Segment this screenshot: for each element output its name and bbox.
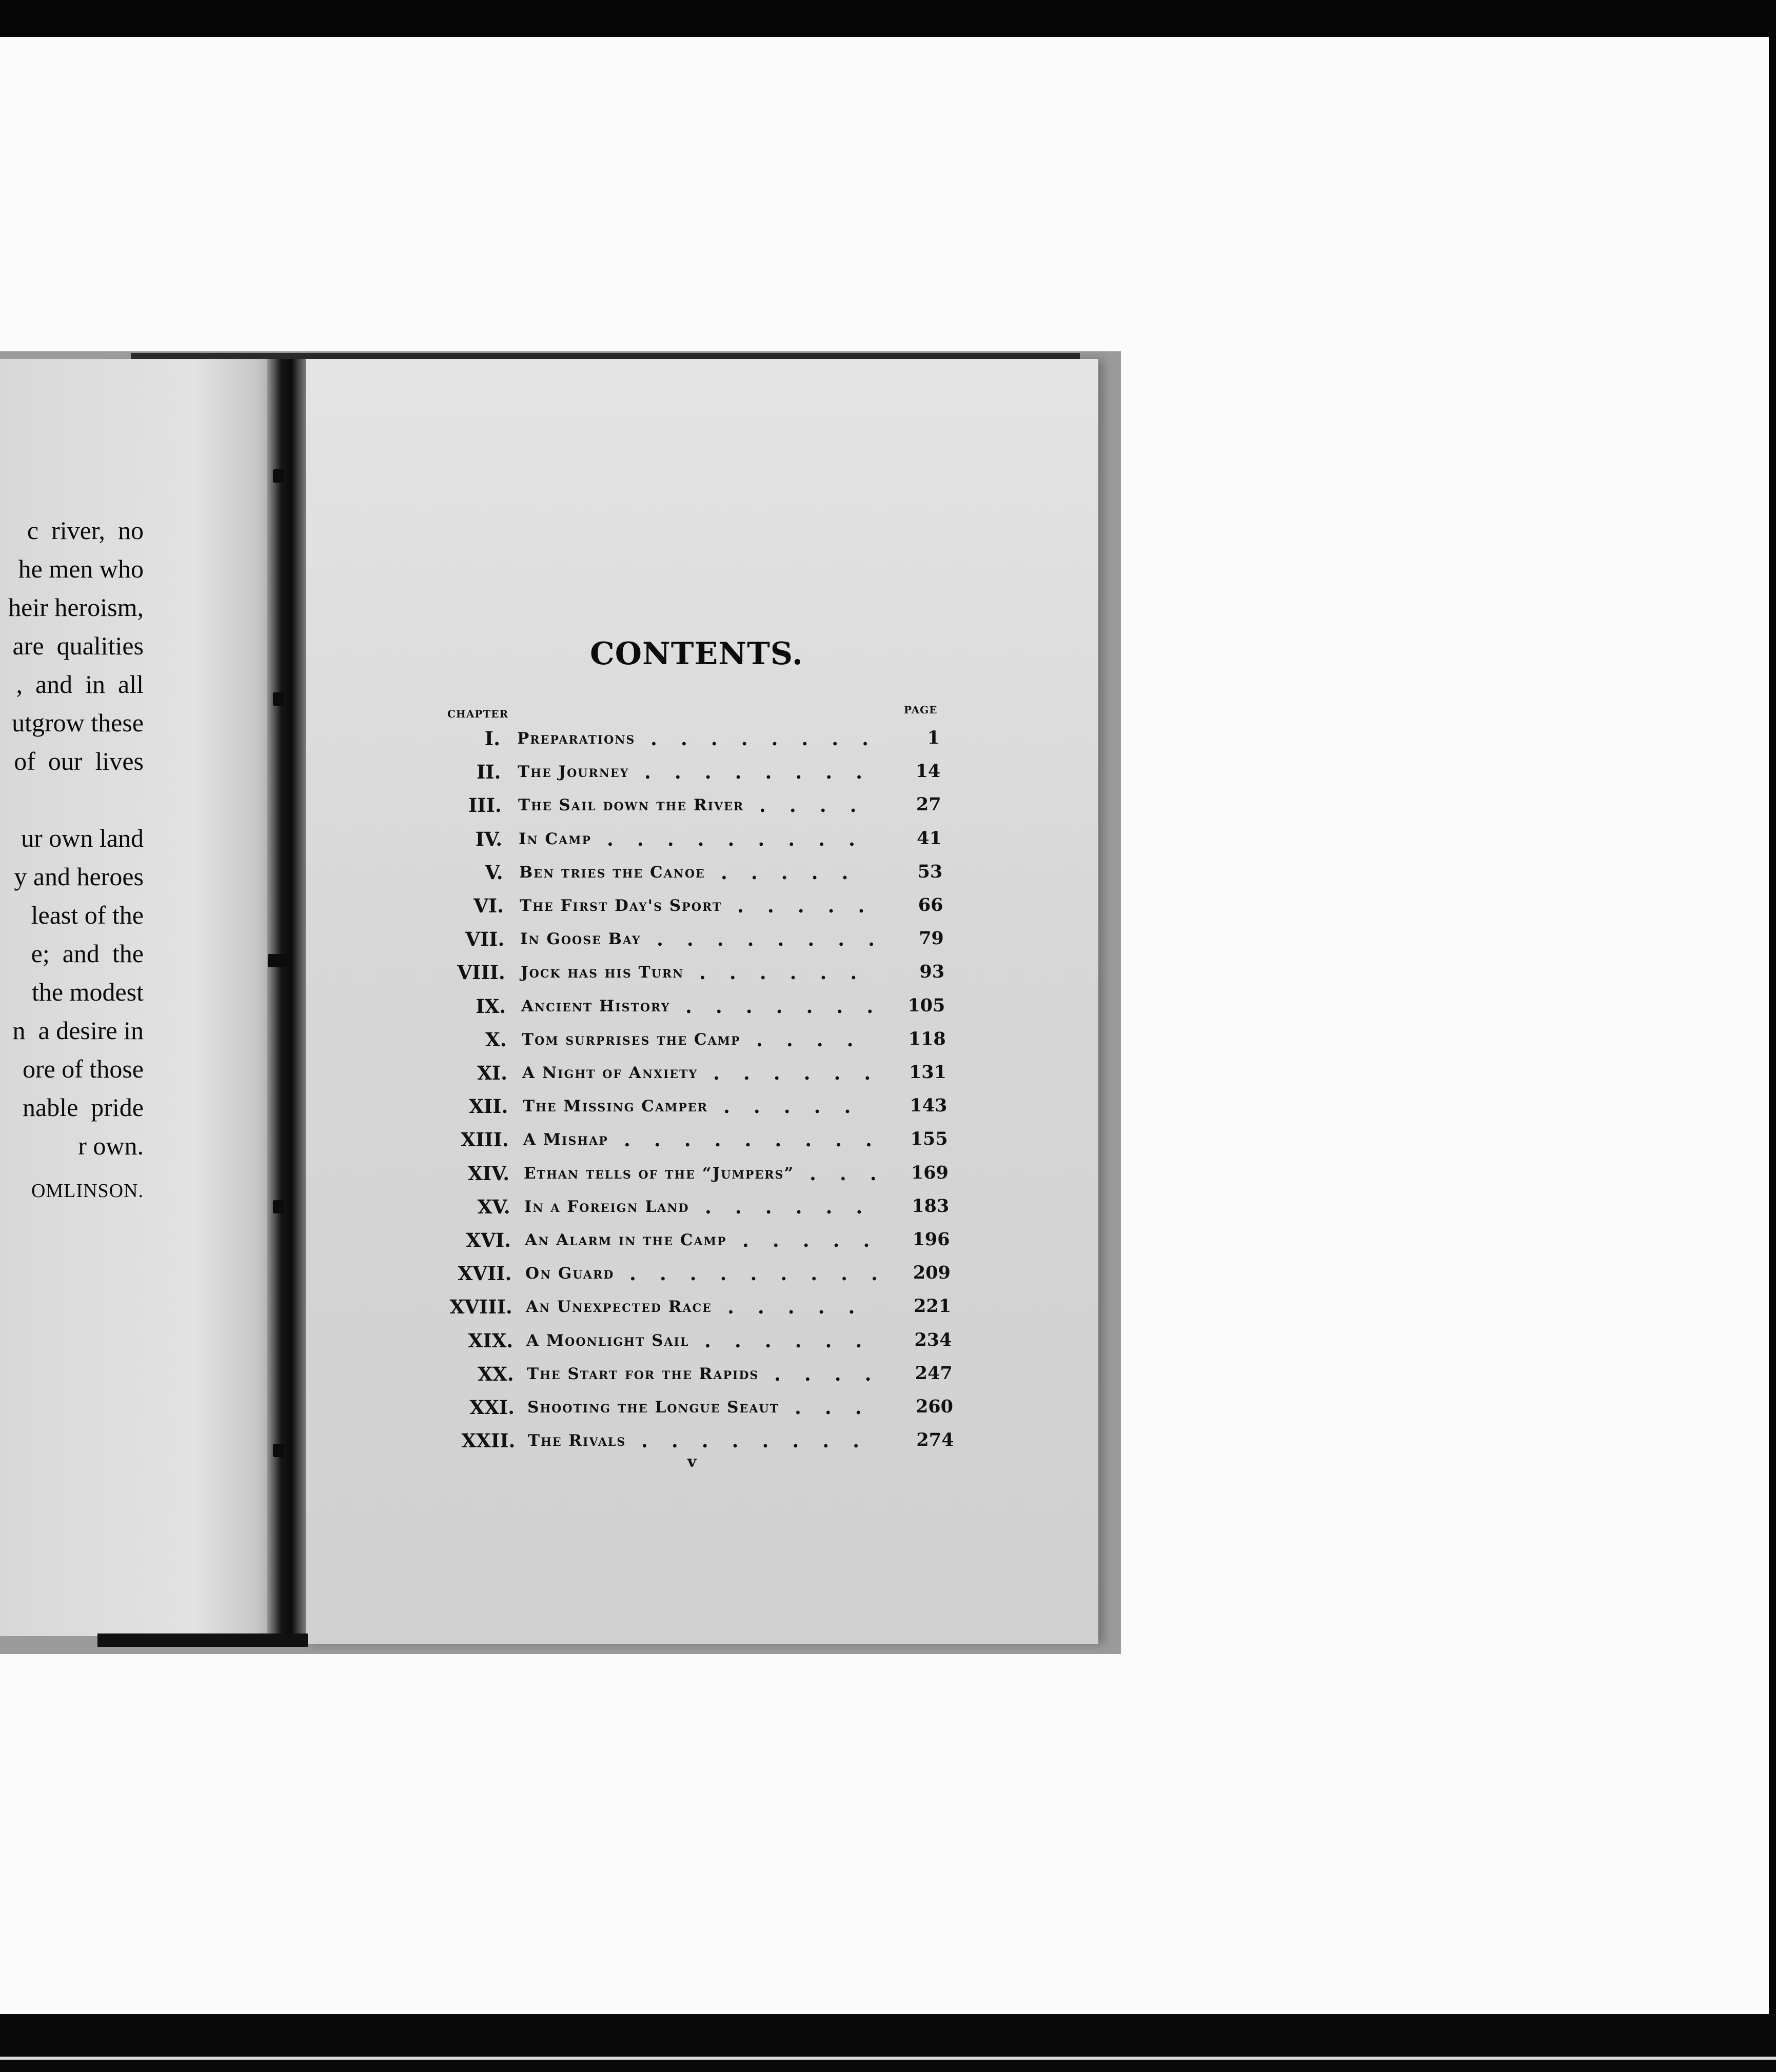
binding-stitch bbox=[273, 692, 284, 706]
chapter-number: XIX. bbox=[468, 1329, 514, 1352]
scan-edge bbox=[0, 2057, 1776, 2060]
chapter-column-heading: CHAPTER bbox=[447, 708, 509, 720]
chapter-title: On Guard bbox=[525, 1264, 615, 1283]
text-line: utgrow these bbox=[12, 708, 144, 737]
page-number: 183 bbox=[912, 1195, 950, 1217]
page-number: 53 bbox=[917, 861, 943, 882]
toc-entry bbox=[0, 928, 1776, 953]
author-signature: OMLINSON. bbox=[31, 1180, 144, 1202]
chapter-number: I. bbox=[484, 727, 500, 750]
page-number: 169 bbox=[911, 1162, 949, 1183]
text-line: r own. bbox=[78, 1131, 144, 1160]
page-number: 105 bbox=[907, 994, 945, 1016]
leader-dots: ...... bbox=[699, 961, 881, 984]
chapter-title: The Sail down the River bbox=[518, 796, 744, 815]
chapter-number: II. bbox=[476, 761, 501, 784]
page-column-heading: PAGE bbox=[904, 704, 938, 716]
text-line: the modest bbox=[25, 978, 144, 1006]
chapter-number: X. bbox=[485, 1028, 507, 1051]
leader-dots: ..... bbox=[723, 1095, 875, 1118]
chapter-number: XV. bbox=[477, 1195, 510, 1218]
leader-dots: ..... bbox=[737, 894, 889, 917]
chapter-title: A Night of Anxiety bbox=[522, 1064, 698, 1082]
toc-entry bbox=[0, 1396, 1776, 1422]
chapter-title: In Goose Bay bbox=[520, 930, 641, 949]
leader-dots: ... bbox=[810, 1162, 900, 1185]
toc-entry bbox=[0, 1095, 1776, 1121]
chapter-title: An Alarm in the Camp bbox=[525, 1231, 727, 1249]
page-number: 209 bbox=[913, 1262, 951, 1284]
page-number: 41 bbox=[917, 827, 942, 849]
chapter-title: Ben tries the Canoe bbox=[519, 863, 705, 882]
chapter-number: XII. bbox=[469, 1095, 508, 1118]
chapter-number: XXII. bbox=[461, 1429, 516, 1452]
text-line: heir heroism, bbox=[8, 593, 144, 622]
leader-dots: .... bbox=[759, 794, 880, 817]
toc-entry bbox=[0, 1329, 1776, 1355]
leader-dots: ........ bbox=[641, 1429, 883, 1452]
chapter-number: XVII. bbox=[458, 1262, 512, 1285]
chapter-number: VIII. bbox=[457, 961, 505, 984]
page-number: 131 bbox=[909, 1062, 946, 1083]
chapter-title: The Missing Camper bbox=[523, 1097, 708, 1116]
leader-dots: ..... bbox=[721, 861, 872, 884]
leader-dots: .... bbox=[756, 1028, 877, 1051]
text-line: least of the bbox=[25, 901, 144, 929]
chapter-number: III. bbox=[468, 794, 502, 817]
leader-dots: ... bbox=[795, 1396, 885, 1419]
page-number: 14 bbox=[915, 761, 941, 782]
toc-entry bbox=[0, 1229, 1776, 1254]
toc-entry bbox=[0, 828, 1776, 853]
page-number: 118 bbox=[908, 1028, 946, 1049]
scan-edge bbox=[1769, 37, 1776, 2014]
toc-entry bbox=[0, 1128, 1776, 1154]
chapter-number: XVIII. bbox=[449, 1296, 512, 1319]
chapter-title: Ethan tells of the “Jumpers” bbox=[524, 1164, 795, 1183]
chapter-number: XX. bbox=[478, 1362, 514, 1385]
toc-entry bbox=[0, 995, 1776, 1021]
toc-entry bbox=[0, 1262, 1776, 1288]
page-number: 79 bbox=[919, 928, 944, 949]
text-line: , and in all bbox=[16, 670, 144, 699]
page-folio: v bbox=[687, 1453, 697, 1471]
leader-dots: ......... bbox=[629, 1262, 901, 1285]
page-number: 221 bbox=[914, 1296, 952, 1317]
page-title: CONTENTS. bbox=[590, 636, 803, 672]
chapter-number: IX. bbox=[476, 994, 506, 1018]
chapter-title: The Journey bbox=[518, 763, 629, 782]
leader-dots: ......... bbox=[607, 827, 879, 850]
chapter-title: Preparations bbox=[517, 729, 636, 748]
leader-dots: ........ bbox=[657, 928, 899, 951]
toc-entry bbox=[0, 894, 1776, 920]
leader-dots: ........ bbox=[644, 761, 886, 784]
text-line: nable pride bbox=[22, 1093, 144, 1122]
toc-entry bbox=[0, 1062, 1776, 1087]
toc-entry bbox=[0, 1296, 1776, 1321]
text-line: ur own land bbox=[21, 824, 144, 852]
chapter-title: Shooting the Longue Seaut bbox=[527, 1398, 779, 1417]
toc-entry bbox=[0, 1028, 1776, 1054]
toc-entry bbox=[0, 1196, 1776, 1221]
chapter-title: Ancient History bbox=[521, 997, 670, 1015]
page-number: 93 bbox=[919, 961, 945, 983]
leader-dots: ........ bbox=[650, 727, 893, 750]
chapter-title: In Camp bbox=[519, 829, 592, 848]
page-number: 155 bbox=[910, 1128, 948, 1150]
scan-edge bbox=[0, 2014, 1776, 2072]
chapter-title: A Moonlight Sail bbox=[526, 1331, 689, 1350]
text-line: ore of those bbox=[22, 1054, 144, 1083]
leader-dots: ..... bbox=[742, 1229, 894, 1251]
leader-dots: ...... bbox=[713, 1062, 895, 1084]
chapter-title: In a Foreign Land bbox=[524, 1197, 689, 1216]
chapter-number: VII. bbox=[465, 928, 505, 951]
text-line: c river, no bbox=[27, 516, 144, 545]
chapter-number: VI. bbox=[473, 894, 504, 917]
text-line: are qualities bbox=[12, 631, 144, 660]
page-number: 66 bbox=[918, 894, 943, 915]
chapter-number: V. bbox=[485, 861, 503, 884]
page-number: 274 bbox=[916, 1429, 954, 1451]
toc-entry bbox=[0, 1162, 1776, 1188]
text-line: of our lives bbox=[14, 747, 144, 775]
page-number: 247 bbox=[915, 1362, 953, 1384]
toc-entry bbox=[0, 761, 1776, 786]
toc-entry bbox=[0, 1363, 1776, 1388]
text-line: n a desire in bbox=[12, 1016, 144, 1045]
leader-dots: ...... bbox=[705, 1195, 886, 1218]
leader-dots: ......... bbox=[624, 1128, 896, 1151]
text-line: he men who bbox=[18, 554, 144, 583]
text-line: e; and the bbox=[31, 939, 144, 968]
page-number: 196 bbox=[912, 1229, 950, 1250]
page-number: 1 bbox=[927, 727, 940, 748]
toc-entry bbox=[0, 961, 1776, 987]
leader-dots: .... bbox=[774, 1362, 895, 1385]
page-number: 260 bbox=[915, 1396, 953, 1417]
chapter-title: Jock has his Turn bbox=[521, 963, 684, 982]
cover-edge bbox=[97, 1633, 308, 1647]
binding-stitch bbox=[273, 469, 284, 483]
text-line: y and heroes bbox=[14, 862, 144, 891]
chapter-title: The First Day's Sport bbox=[520, 896, 722, 915]
chapter-number: XIII. bbox=[461, 1128, 509, 1151]
chapter-number: XXI. bbox=[469, 1396, 515, 1419]
page-number: 27 bbox=[916, 794, 941, 815]
page-number: 234 bbox=[914, 1329, 952, 1350]
toc-entry bbox=[0, 861, 1776, 887]
leader-dots: ..... bbox=[727, 1296, 879, 1319]
leader-dots: ....... bbox=[685, 994, 897, 1018]
chapter-number: XVI. bbox=[466, 1229, 511, 1251]
page-number: 143 bbox=[910, 1095, 948, 1117]
chapter-title: The Rivals bbox=[528, 1431, 626, 1450]
toc-entry bbox=[0, 794, 1776, 820]
chapter-number: XI. bbox=[477, 1062, 507, 1084]
leader-dots: ...... bbox=[704, 1329, 886, 1352]
toc-entry bbox=[0, 1429, 1776, 1455]
chapter-title: Tom surprises the Camp bbox=[522, 1030, 741, 1049]
chapter-number: IV. bbox=[475, 827, 503, 850]
toc-entry bbox=[0, 727, 1776, 753]
chapter-number: XIV. bbox=[468, 1162, 510, 1185]
chapter-title: A Mishap bbox=[523, 1130, 608, 1149]
chapter-title: An Unexpected Race bbox=[526, 1298, 712, 1317]
chapter-title: The Start for the Rapids bbox=[527, 1364, 759, 1383]
